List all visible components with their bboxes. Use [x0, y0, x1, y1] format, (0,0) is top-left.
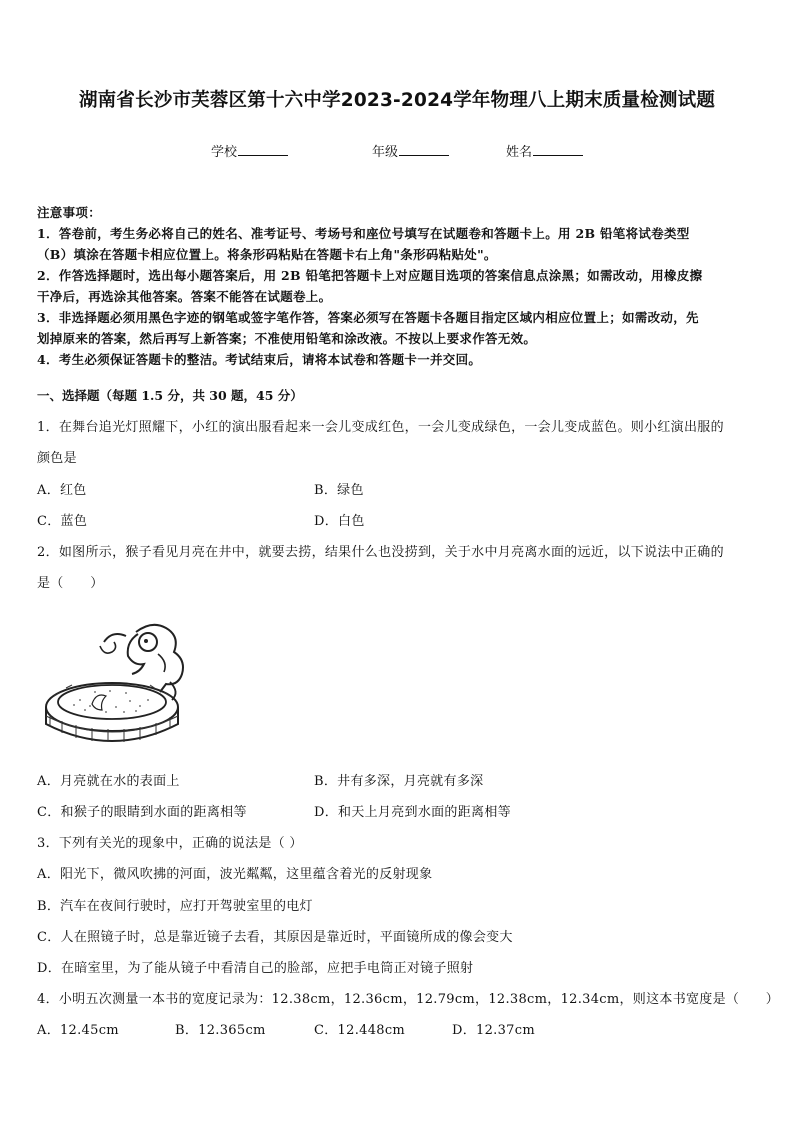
- notice-line: 1．答卷前，考生务必将自己的姓名、准考证号、考场号和座位号填写在试题卷和答题卡上。用 2B 铅笔将试卷类型: [37, 226, 690, 241]
- section-heading: 一、选择题（每题 1.5 分，共 30 题，45 分）: [37, 388, 303, 403]
- name-field: [506, 141, 583, 160]
- question-3-option-a[interactable]: A．阳光下，微风吹拂的河面，波光粼粼，这里蕴含着光的反射现象: [37, 867, 433, 882]
- question-1-option-d[interactable]: D．白色: [314, 514, 365, 529]
- question-2-option-d[interactable]: D．和天上月亮到水面的距离相等: [314, 805, 511, 820]
- notice-heading: 注意事项：: [37, 205, 102, 220]
- monkey-well-illustration: [40, 612, 200, 754]
- page-title: 湖南省长沙市芙蓉区第十六中学2023-2024学年物理八上期末质量检测试题: [78, 90, 716, 111]
- notice-line: 干净后，再选涂其他答案。答案不能答在试题卷上。: [37, 289, 332, 304]
- question-4-option-a[interactable]: A．12.45cm: [37, 1023, 119, 1038]
- question-1-option-a[interactable]: A．红色: [37, 483, 87, 498]
- notice-line: 3．非选择题必须用黑色字迹的钢笔或签字笔作答，答案必须写在答题卡各题目指定区域内相应位置上；如需改动，先: [37, 310, 699, 325]
- school-blank: [238, 143, 288, 156]
- notice-line: 4．考生必须保证答题卡的整洁。考试结束后，请将本试卷和答题卡一并交回。: [37, 352, 482, 367]
- question-3-stem: 3．下列有关光的现象中，正确的说法是（ ）: [37, 836, 303, 851]
- question-1-option-c[interactable]: C．蓝色: [37, 514, 88, 529]
- question-1-stem: 1．在舞台追光灯照耀下，小红的演出服看起来一会儿变成红色，一会儿变成绿色，一会儿变成蓝色。则小红演出服的: [37, 420, 724, 435]
- school-field: [211, 141, 288, 160]
- question-4-option-d[interactable]: D．12.37cm: [452, 1023, 535, 1038]
- question-3-option-d[interactable]: D．在暗室里，为了能从镜子中看清自己的脸部，应把手电筒正对镜子照射: [37, 961, 474, 976]
- grade-field: [372, 141, 449, 160]
- question-1-option-b[interactable]: B．绿色: [314, 483, 364, 498]
- notice-line: 划掉原来的答案，然后再写上新答案；不准使用铅笔和涂改液。不按以上要求作答无效。: [37, 331, 537, 346]
- question-3-option-c[interactable]: C．人在照镜子时，总是靠近镜子去看，其原因是靠近时，平面镜所成的像会变大: [37, 930, 513, 945]
- question-2-option-b[interactable]: B．井有多深，月亮就有多深: [314, 774, 484, 789]
- question-2-option-a[interactable]: A．月亮就在水的表面上: [37, 774, 180, 789]
- question-2-option-c[interactable]: C．和猴子的眼睛到水面的距离相等: [37, 805, 247, 820]
- question-4-option-b[interactable]: B．12.365cm: [175, 1023, 266, 1038]
- notice-line: （B）填涂在答题卡相应位置上。将条形码粘贴在答题卡右上角"条形码粘贴处"。: [37, 247, 497, 262]
- question-2-stem: 2．如图所示，猴子看见月亮在井中，就要去捞，结果什么也没捞到，关于水中月亮离水面的远近，以下说法中正确的: [37, 545, 724, 560]
- grade-blank: [399, 143, 449, 156]
- grade-label: 年级: [372, 145, 399, 160]
- question-4-stem: 4．小明五次测量一本书的宽度记录为：12.38cm，12.36cm，12.79cm，12.38cm，12.34cm，则这本书宽度是（ ）: [37, 992, 780, 1007]
- question-2-stem-cont: 是（ ）: [37, 576, 104, 591]
- school-label: 学校: [211, 145, 238, 160]
- question-4-option-c[interactable]: C．12.448cm: [314, 1023, 406, 1038]
- name-blank: [533, 143, 583, 156]
- question-1-stem-cont: 颜色是: [37, 451, 77, 466]
- question-3-option-b[interactable]: B．汽车在夜间行驶时，应打开驾驶室里的电灯: [37, 899, 313, 914]
- name-label: 姓名: [506, 145, 533, 160]
- notice-line: 2．作答选择题时，选出每小题答案后，用 2B 铅笔把答题卡上对应题目选项的答案信息点涂黑；如需改动，用橡皮擦: [37, 268, 703, 283]
